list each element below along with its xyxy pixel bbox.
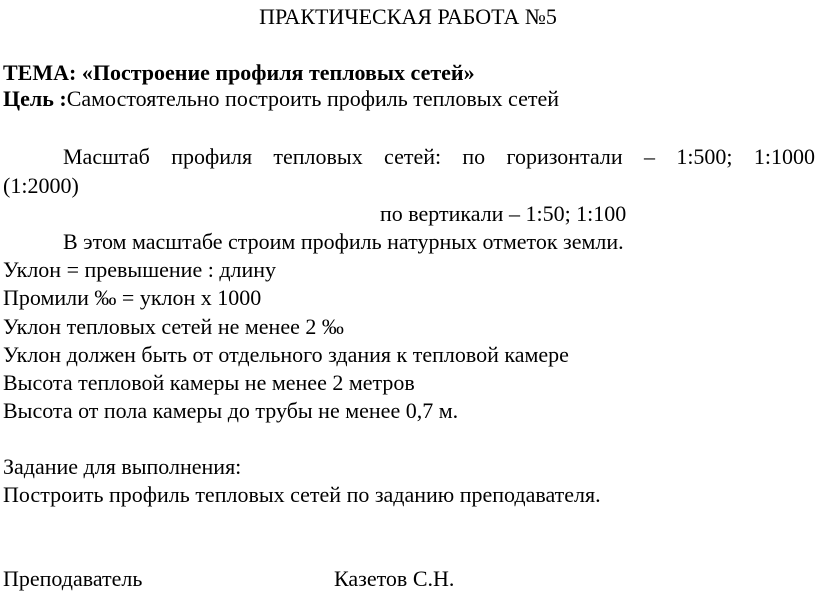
rule-line: Промили ‰ = уклон х 1000 — [3, 285, 262, 310]
scale-word: сетей: — [384, 144, 442, 169]
topic-heading: ТЕМА: «Построение профиля тепловых сетей» — [3, 60, 475, 85]
scale-continuation: (1:2000) — [3, 173, 79, 198]
rule-line: Уклон должен быть от отдельного здания к тепловой камере — [3, 342, 569, 367]
teacher-name: Казетов С.Н. — [334, 566, 455, 591]
rule-line: Высота тепловой камеры не менее 2 метров — [3, 370, 415, 395]
scale-word: 1:500; — [676, 144, 733, 169]
task-label: Задание для выполнения: — [3, 454, 242, 479]
page-title: ПРАКТИЧЕСКАЯ РАБОТА №5 — [259, 4, 557, 29]
goal-line — [3, 88, 559, 110]
scale-word: профиля — [171, 144, 253, 169]
scale-note: В этом масштабе строим профиль натурных отметок земли. — [63, 229, 624, 254]
scale-word: по — [462, 144, 486, 169]
goal-text: Самостоятельно построить профиль тепловых сетей — [66, 86, 560, 111]
teacher-label: Преподаватель — [3, 566, 143, 591]
scale-horizontal-line — [63, 146, 815, 168]
rule-line: Высота от пола камеры до трубы не менее 0,7 м. — [3, 398, 459, 423]
scale-word: Масштаб — [63, 144, 150, 169]
scale-word: – — [644, 144, 655, 169]
scale-vertical-line: по вертикали – 1:50; 1:100 — [380, 201, 627, 226]
rule-line: Уклон = превышение : длину — [3, 257, 277, 282]
scale-word: тепловых — [273, 144, 363, 169]
task-text: Построить профиль тепловых сетей по заданию преподавателя. — [3, 482, 601, 507]
goal-label: Цель : — [3, 86, 67, 111]
scale-word: 1:1000 — [753, 144, 815, 169]
scale-word: горизонтали — [506, 144, 623, 169]
rule-line: Уклон тепловых сетей не менее 2 ‰ — [3, 314, 344, 339]
